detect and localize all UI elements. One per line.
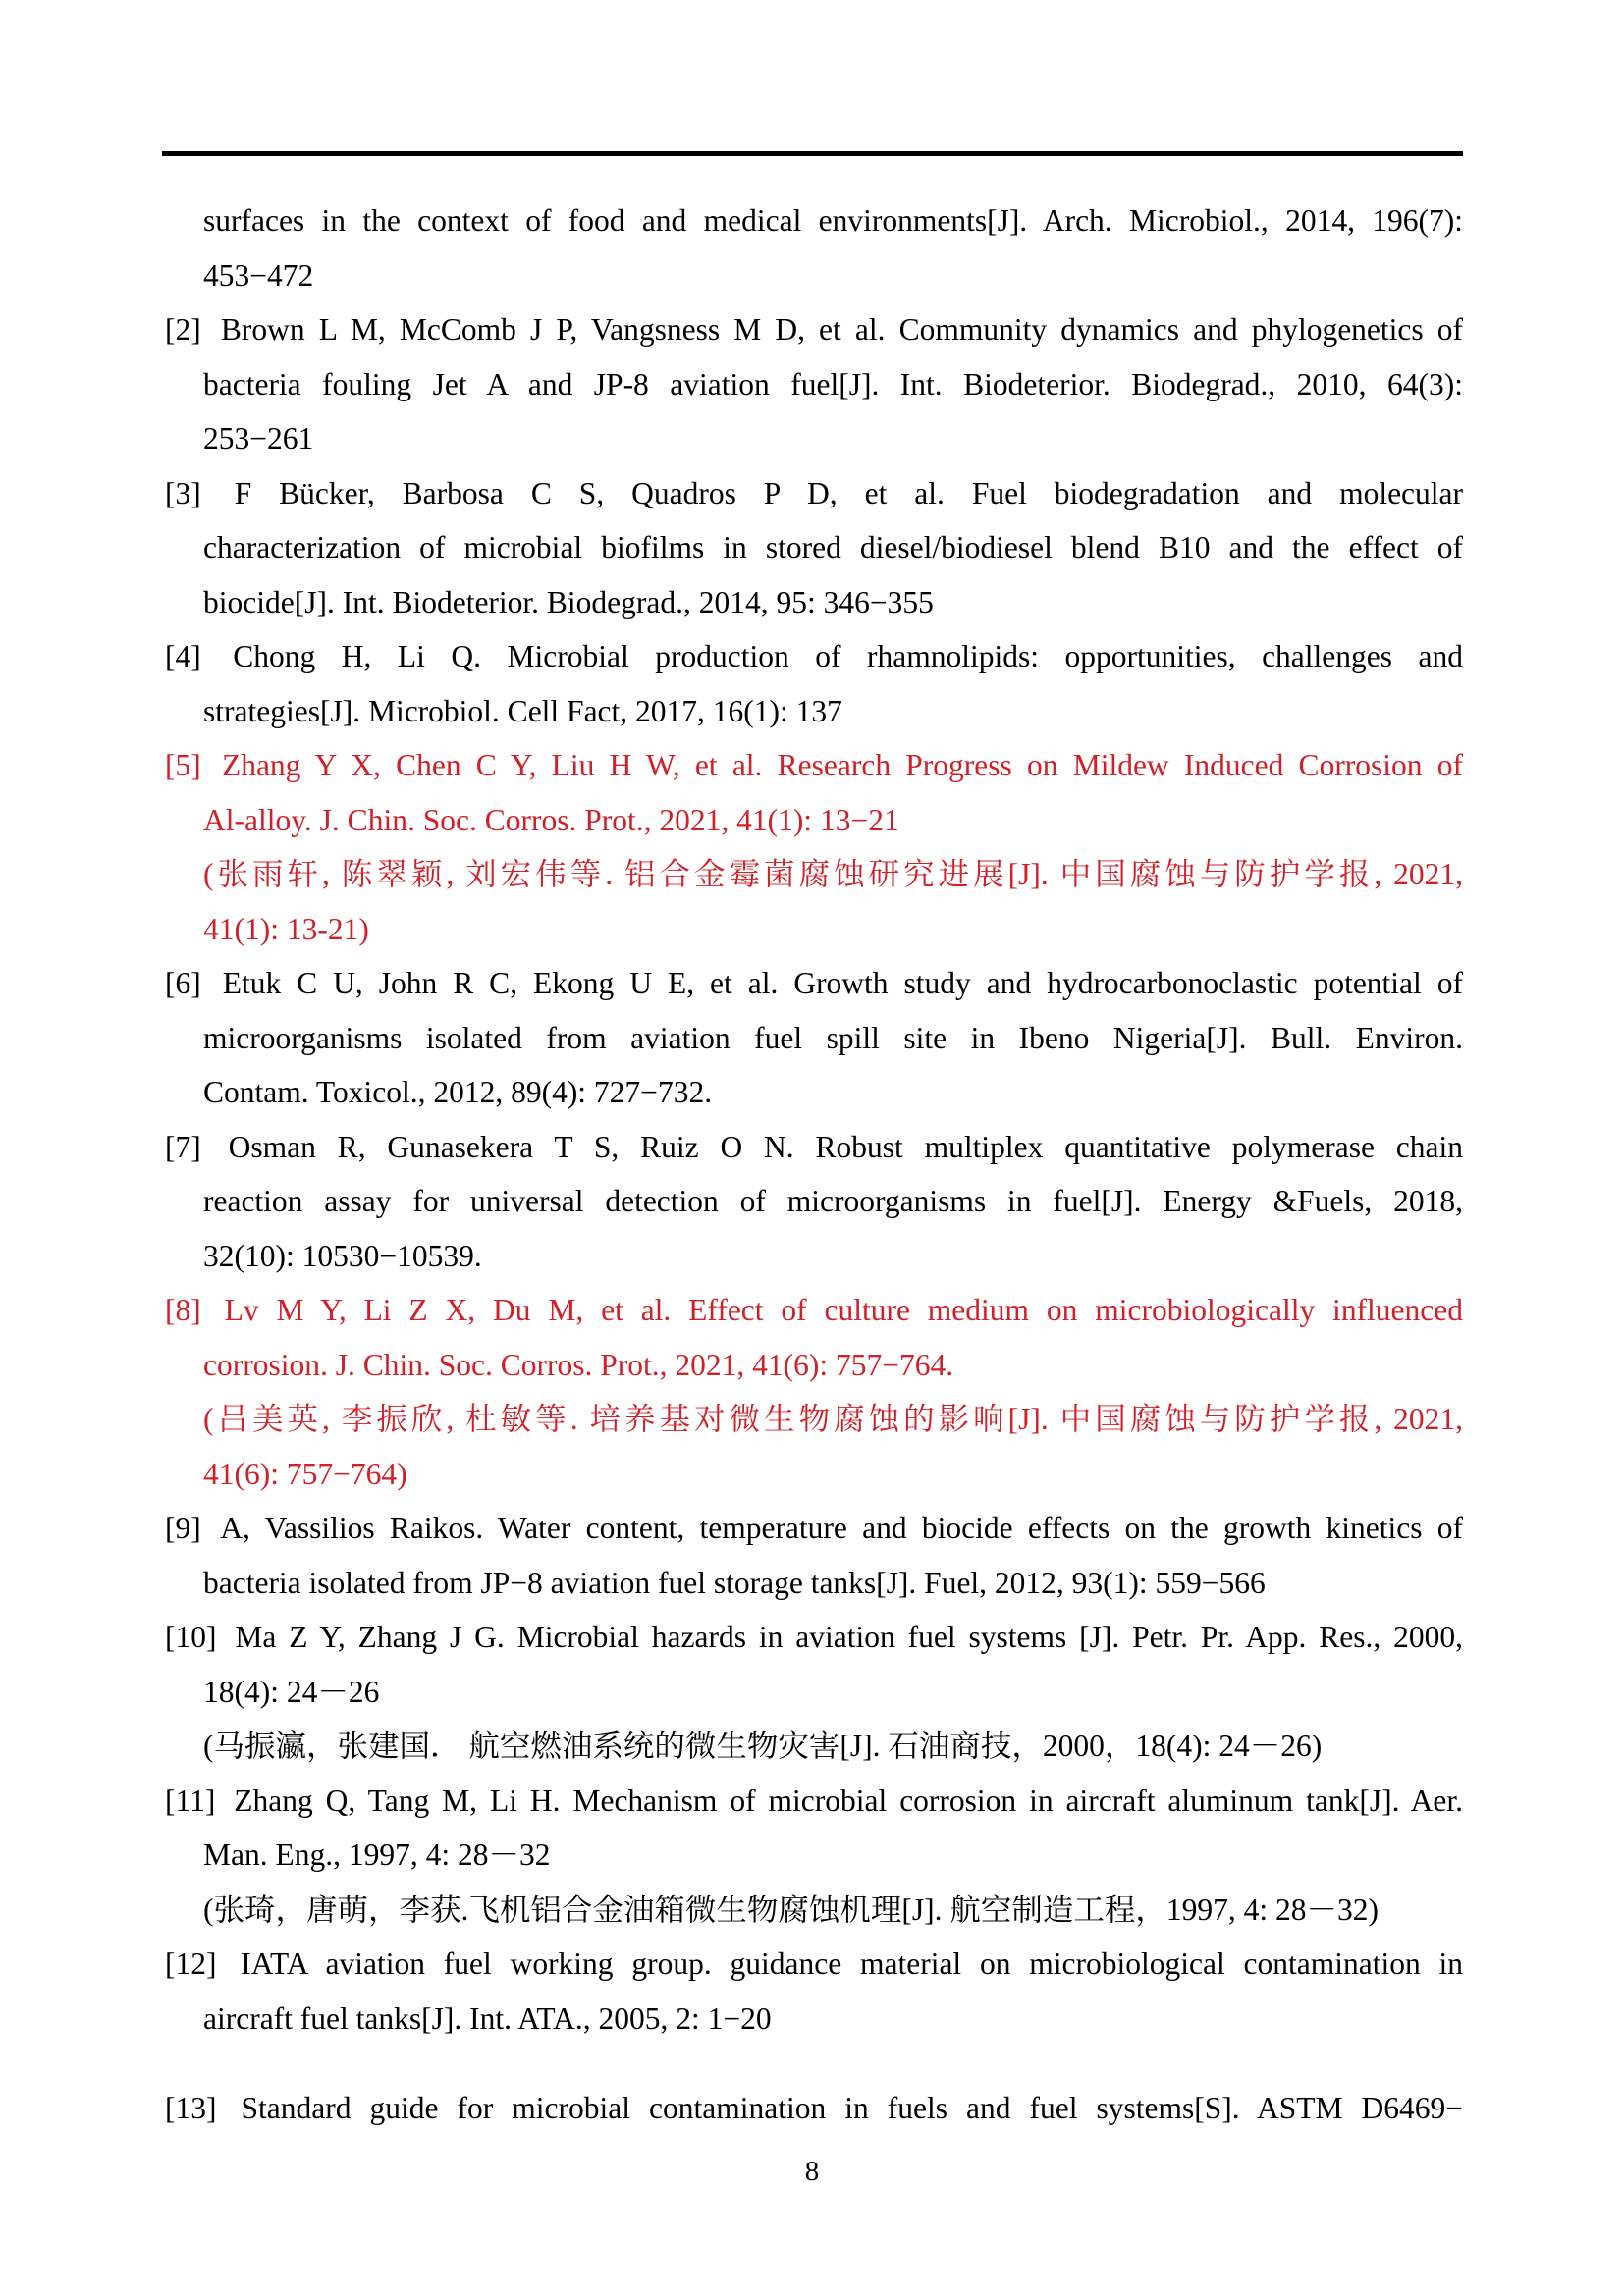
reference-line-text: A, Vassilios Raikos. Water content, temperature and biocide effects on the growth kinetics of (220, 1511, 1463, 1545)
reference-item (165, 1120, 1463, 1284)
reference-id: [11] (165, 1783, 216, 1818)
reference-line (203, 1828, 1463, 1883)
reference-line-text: Ma Z Y, Zhang J G. Microbial hazards in aviation fuel systems [J]. Petr. Pr. App. Res., 2000, (235, 1620, 1463, 1654)
reference-line-text: 41(6): 757−764) (203, 1456, 407, 1491)
reference-id: [6] (165, 966, 201, 1000)
reference-line (203, 1665, 1463, 1720)
reference-line-text: reaction assay for universal detection of microorganisms in fuel[J]. Energy &Fuels, 2018, (203, 1184, 1463, 1218)
reference-id: [10] (165, 1620, 217, 1654)
reference-item (165, 2081, 1463, 2136)
reference-item (165, 1774, 1463, 1938)
reference-line (203, 1392, 1463, 1447)
reference-item (165, 1283, 1463, 1501)
reference-line (165, 1774, 1464, 1829)
reference-id: [2] (165, 312, 201, 347)
reference-item (165, 956, 1463, 1120)
reference-line (165, 1610, 1463, 1665)
reference-line (203, 1011, 1463, 1066)
reference-line (203, 1556, 1463, 1611)
reference-line-text: strategies[J]. Microbiol. Cell Fact, 2017, 16(1): 137 (203, 693, 842, 728)
reference-line-text: Chong H, Li Q. Microbial production of rhamnolipids: opportunities, challenges and (233, 639, 1464, 673)
reference-id: [8] (165, 1293, 201, 1327)
reference-item (165, 466, 1463, 630)
reference-line (165, 956, 1463, 1011)
reference-item (165, 1937, 1463, 2046)
reference-line (165, 1937, 1463, 1992)
reference-line-text: Osman R, Gunasekera T S, Ruiz O N. Robust multiplex quantitative polymerase chain (228, 1129, 1464, 1164)
reference-line-text: Al-alloy. J. Chin. Soc. Corros. Prot., 2021, 41(1): 13−21 (203, 802, 899, 837)
reference-line-text: 41(1): 13-21) (203, 911, 369, 946)
reference-line-text: 32(10): 10530−10539. (203, 1238, 482, 1273)
reference-line-text: IATA aviation fuel working group. guidance material on microbiological contamination in (241, 1947, 1463, 1981)
reference-line-text: Standard guide for microbial contamination in fuels and fuel systems[S]. ASTM D6469− (241, 2091, 1463, 2125)
reference-line-text: Zhang Q, Tang M, Li H. Mechanism of microbial corrosion in aircraft aluminum tank[J]. Aer. (234, 1783, 1464, 1818)
reference-line (203, 1338, 1463, 1393)
reference-line (203, 1719, 1463, 1774)
reference-id: [12] (165, 1947, 217, 1981)
reference-line-text: corrosion. J. Chin. Soc. Corros. Prot., 2021, 41(6): 757−764. (203, 1347, 954, 1382)
reference-line-text: Lv M Y, Li Z X, Du M, et al. Effect of culture medium on microbiologically influenced (224, 1293, 1463, 1327)
reference-line (203, 1447, 1463, 1502)
reference-line (203, 357, 1463, 412)
reference-line (203, 193, 1463, 248)
reference-line-text: (吕美英, 李振欣, 杜敏等. 培养基对微生物腐蚀的影响[J]. 中国腐蚀与防护学报, 2021, (203, 1402, 1463, 1436)
reference-line (203, 1174, 1463, 1229)
reference-line (165, 629, 1464, 684)
reference-item (165, 193, 1463, 302)
reference-line (203, 1883, 1463, 1938)
reference-line-text: aircraft fuel tanks[J]. Int. ATA., 2005, 2: 1−20 (203, 2001, 772, 2036)
reference-line-text: characterization of microbial biofilms in stored diesel/biodiesel blend B10 and the effect of (203, 530, 1463, 564)
reference-line (203, 1229, 1463, 1284)
reference-line (203, 1065, 1463, 1120)
reference-line-text: Etuk C U, John R C, Ekong U E, et al. Growth study and hydrocarbonoclastic potential of (222, 966, 1463, 1000)
reference-item (165, 1610, 1463, 1774)
reference-line (203, 793, 1463, 848)
reference-line (165, 302, 1464, 357)
reference-line (165, 466, 1464, 521)
reference-item (165, 738, 1463, 956)
reference-line (203, 902, 1463, 957)
reference-line (203, 847, 1463, 902)
reference-line-text: biocide[J]. Int. Biodeterior. Biodegrad., 2014, 95: 346−355 (203, 584, 934, 619)
reference-line (165, 738, 1464, 793)
reference-line (165, 1120, 1464, 1175)
reference-item (165, 302, 1463, 466)
reference-line-text: Man. Eng., 1997, 4: 28－32 (203, 1838, 551, 1872)
reference-line-text: Zhang Y X, Chen C Y, Liu H W, et al. Research Progress on Mildew Induced Corrosion of (221, 748, 1464, 782)
reference-line (165, 2081, 1463, 2136)
reference-line (203, 248, 1463, 303)
reference-line (165, 1283, 1463, 1338)
reference-line-text: 453−472 (203, 257, 314, 293)
reference-line-text: 18(4): 24－26 (203, 1674, 380, 1709)
reference-id: [3] (165, 475, 201, 510)
reference-line-text: (张雨轩, 陈翠颖, 刘宏伟等. 铝合金霉菌腐蚀研究进展[J]. 中国腐蚀与防护学报, 2021, (203, 857, 1463, 891)
reference-line (203, 1992, 1463, 2047)
reference-list (165, 193, 1463, 2136)
reference-line-text: (马振瀛，张建国． 航空燃油系统的微生物灾害[J]. 石油商技，2000，18(4): 24－26) (203, 1729, 1323, 1763)
reference-line (203, 520, 1463, 575)
reference-item (165, 629, 1463, 738)
header-rule (162, 151, 1463, 156)
reference-line (165, 1501, 1463, 1556)
reference-line (203, 411, 1463, 466)
reference-line (203, 684, 1463, 739)
reference-line-text: (张琦，唐萌，李获.飞机铝合金油箱微生物腐蚀机理[J]. 航空制造工程，1997, 4: 28－32) (203, 1892, 1379, 1927)
reference-item (165, 1501, 1463, 1610)
reference-line (203, 575, 1463, 630)
reference-line-text: Contam. Toxicol., 2012, 89(4): 727−732. (203, 1075, 713, 1109)
reference-id: [9] (165, 1511, 201, 1545)
reference-line-text: bacteria fouling Jet A and JP-8 aviation fuel[J]. Int. Biodeterior. Biodegrad., 2010, 64(3): (203, 366, 1463, 401)
reference-id: [4] (165, 639, 201, 673)
reference-line-text: Brown L M, McComb J P, Vangsness M D, et al. Community dynamics and phylogenetics of (220, 312, 1464, 347)
reference-line-text: 253−261 (203, 421, 314, 455)
page-number: 8 (804, 2156, 820, 2187)
reference-id: [7] (165, 1129, 201, 1164)
reference-line-text: microorganisms isolated from aviation fuel spill site in Ibeno Nigeria[J]. Bull. Environ. (203, 1020, 1463, 1055)
reference-id: [5] (165, 748, 201, 782)
reference-id: [13] (165, 2091, 217, 2125)
reference-line-text: bacteria isolated from JP−8 aviation fuel storage tanks[J]. Fuel, 2012, 93(1): 559−566 (203, 1565, 1266, 1600)
reference-line-text: surfaces in the context of food and medical environments[J]. Arch. Microbiol., 2014, 196(7): (203, 203, 1463, 238)
reference-line-text: F Bücker, Barbosa C S, Quadros P D, et al. Fuel biodegradation and molecular (234, 475, 1464, 510)
